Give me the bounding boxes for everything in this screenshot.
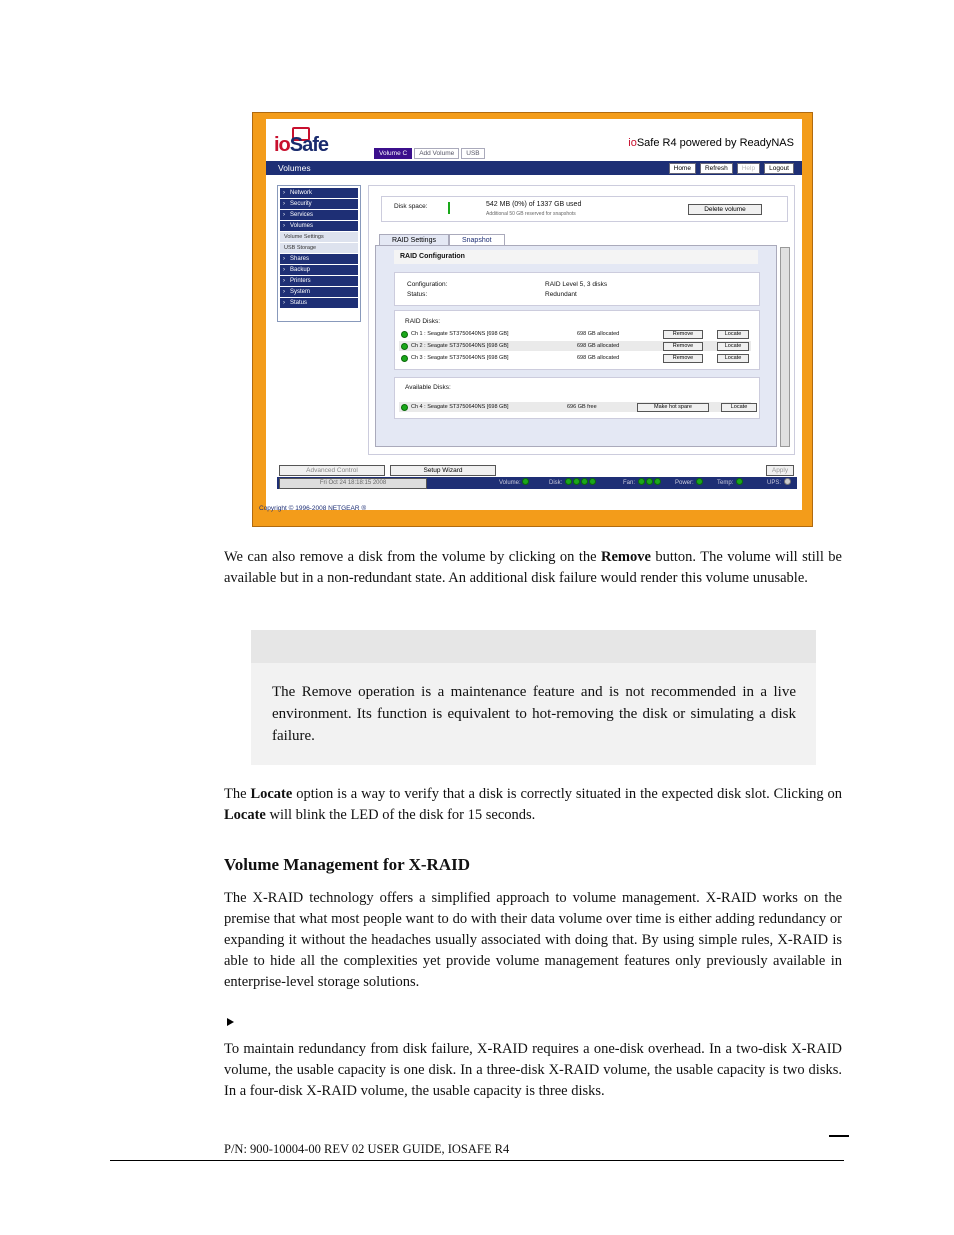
title-bar bbox=[266, 161, 802, 175]
sidebar-sub-volume-settings[interactable]: Volume Settings bbox=[280, 232, 358, 242]
brand-title bbox=[628, 137, 794, 149]
status-led-icon bbox=[565, 478, 572, 485]
raid-config-header bbox=[394, 250, 758, 264]
remove-button[interactable]: Remove bbox=[663, 330, 703, 339]
disk-led-icon bbox=[401, 355, 408, 362]
sidebar-item-security[interactable]: › Security bbox=[280, 199, 358, 209]
tab-volume-c[interactable]: Volume C bbox=[374, 148, 412, 159]
page-mark bbox=[829, 1135, 849, 1137]
disk-space-note: Additional 50 GB reserved for snapshots bbox=[486, 211, 576, 217]
iosafe-logo bbox=[274, 134, 328, 157]
raid-disks-label: RAID Disks: bbox=[405, 318, 441, 325]
top-tabs bbox=[374, 148, 485, 159]
main-panel bbox=[368, 185, 795, 455]
raid-disks-box bbox=[394, 310, 760, 370]
status-led-icon bbox=[736, 478, 743, 485]
p2-bold-locate: Locate bbox=[250, 786, 293, 802]
logout-button[interactable]: Logout bbox=[764, 163, 794, 174]
raid-config-box bbox=[394, 272, 760, 306]
raid-disk-row bbox=[399, 329, 751, 339]
readynas-screenshot bbox=[252, 112, 813, 527]
status-label: Status: bbox=[407, 291, 428, 298]
p1-bold-remove: Remove bbox=[601, 549, 651, 565]
delete-volume-button[interactable]: Delete volume bbox=[688, 204, 762, 215]
disk-alloc: 698 GB allocated bbox=[577, 355, 620, 361]
paragraph-xraid: The X-RAID technology offers a simplified approach to volume management. X-RAID works on the premise that what most people want to do with their data volume over time is either adding redundancy or expanding it without the headaches usually associated with doing that. By using simple rules, X-RAID is able to hide all the complexities yet provide volume management features only previously available in enterprise-level storage solutions. bbox=[224, 890, 842, 990]
apply-button[interactable]: Apply bbox=[766, 465, 794, 476]
locate-button[interactable]: Locate bbox=[717, 330, 749, 339]
sidebar-item-volumes[interactable]: › Volumes bbox=[280, 221, 358, 231]
locate-button[interactable]: Locate bbox=[721, 403, 757, 412]
tab-snapshot[interactable]: Snapshot bbox=[449, 234, 505, 246]
status-ups bbox=[767, 478, 791, 488]
sidebar-item-services[interactable]: › Services bbox=[280, 210, 358, 220]
raid-config-title: RAID Configuration bbox=[400, 253, 465, 260]
disk-name: Ch 1 : Seagate ST3750640NS [698 GB] bbox=[411, 331, 509, 337]
remove-button[interactable]: Remove bbox=[663, 342, 703, 351]
remove-button[interactable]: Remove bbox=[663, 354, 703, 363]
tab-raid-settings[interactable]: RAID Settings bbox=[379, 234, 449, 246]
logo-safe: Safe bbox=[289, 134, 329, 156]
sidebar-item-system[interactable]: › System bbox=[280, 287, 358, 297]
logo-io: io bbox=[274, 134, 290, 156]
disk-name: Ch 3 : Seagate ST3750640NS [698 GB] bbox=[411, 355, 509, 361]
note-header bbox=[251, 630, 816, 663]
top-buttons bbox=[669, 163, 794, 174]
sidebar-item-shares[interactable]: › Shares bbox=[280, 254, 358, 264]
status-led-icon bbox=[696, 478, 703, 485]
disk-alloc: 698 GB allocated bbox=[577, 343, 620, 349]
disk-space-value: 542 MB (0%) of 1337 GB used bbox=[486, 201, 582, 208]
status-led-icon bbox=[654, 478, 661, 485]
note-box bbox=[251, 630, 816, 765]
raid-disk-row bbox=[399, 341, 751, 351]
tab-usb[interactable]: USB bbox=[461, 148, 484, 159]
refresh-button[interactable]: Refresh bbox=[700, 163, 733, 174]
sidebar-item-status[interactable]: › Status bbox=[280, 298, 358, 308]
make-hot-spare-button[interactable]: Make hot spare bbox=[637, 403, 709, 412]
paragraph-redundancy: To maintain redundancy from disk failure, X-RAID requires a one-disk overhead. In a two-disk X-RAID volume, the usable capacity is one disk. In a three-disk X-RAID volume, the usable capacity is two disks. In a four-disk X-RAID volume, the usable capacity is three disks. bbox=[224, 1041, 842, 1099]
raid-tab-body bbox=[375, 245, 777, 447]
setup-wizard-button[interactable]: Setup Wizard bbox=[390, 465, 496, 476]
disk-space-box bbox=[381, 196, 788, 222]
sidebar-item-backup[interactable]: › Backup bbox=[280, 265, 358, 275]
section-heading: Volume Management for X-RAID bbox=[224, 855, 471, 874]
note-text: The Remove operation is a maintenance feature and is not recommended in a live environment. Its function is equivalent to hot-removing the disk or simulating a disk failure. bbox=[272, 684, 796, 744]
disk-name: Ch 4 : Seagate ST3750640NS [698 GB] bbox=[411, 404, 509, 410]
available-disk-row bbox=[399, 402, 751, 412]
footer-text: P/N: 900-10004-00 REV 02 USER GUIDE, IOSAFE R4 bbox=[224, 1142, 510, 1156]
p1-text-c: button. The volume will still be available but in a non-redundant state. An additional disk failure would render this volume unusable. bbox=[224, 549, 842, 586]
status-power bbox=[675, 478, 703, 488]
config-value: RAID Level 5, 3 disks bbox=[545, 281, 608, 288]
locate-button[interactable]: Locate bbox=[717, 342, 749, 351]
sidebar bbox=[277, 185, 361, 322]
status-disk bbox=[549, 478, 596, 488]
available-disks-box bbox=[394, 377, 760, 419]
home-button[interactable]: Home bbox=[669, 163, 696, 174]
readynas-window bbox=[266, 119, 802, 510]
help-button[interactable]: Help bbox=[737, 163, 760, 174]
status-temp-label: Temp: bbox=[717, 480, 734, 486]
sidebar-item-network[interactable]: › Network bbox=[280, 188, 358, 198]
bullet-triangle-icon bbox=[227, 1018, 234, 1026]
status-led-icon bbox=[646, 478, 653, 485]
paragraph-locate bbox=[224, 784, 842, 826]
disk-space-label: Disk space: bbox=[394, 203, 428, 210]
status-bar bbox=[277, 477, 797, 489]
disk-led-icon bbox=[401, 343, 408, 350]
disk-led-icon bbox=[401, 331, 408, 338]
config-label: Configuration: bbox=[407, 281, 448, 288]
disk-free: 696 GB free bbox=[567, 404, 597, 410]
p2-text-c: option is a way to verify that a disk is correctly situated in the expected disk slot. Clicking on bbox=[292, 786, 842, 802]
status-fan-label: Fan: bbox=[623, 480, 636, 486]
locate-button[interactable]: Locate bbox=[717, 354, 749, 363]
status-value: Redundant bbox=[545, 291, 577, 298]
status-temp bbox=[717, 478, 743, 488]
paragraph-remove bbox=[224, 547, 842, 589]
status-led-icon bbox=[589, 478, 596, 485]
disk-usage-bar bbox=[448, 202, 450, 214]
status-volume bbox=[499, 478, 529, 488]
disk-name: Ch 2 : Seagate ST3750640NS [698 GB] bbox=[411, 343, 509, 349]
brand-rest: Safe R4 powered by ReadyNAS bbox=[636, 137, 794, 149]
status-ups-label: UPS: bbox=[767, 480, 782, 486]
tab-add-volume[interactable]: Add Volume bbox=[414, 148, 459, 159]
footer-rule bbox=[110, 1160, 844, 1161]
status-led-icon bbox=[784, 478, 791, 485]
status-disk-label: Disk: bbox=[549, 480, 563, 486]
sidebar-sub-usb-storage[interactable]: USB Storage bbox=[280, 243, 358, 253]
disk-alloc: 698 GB allocated bbox=[577, 331, 620, 337]
brand-io: io bbox=[628, 137, 637, 149]
status-fan bbox=[623, 478, 661, 488]
raid-disk-row bbox=[399, 353, 751, 363]
datetime: Fri Oct 24 18:18:15 2008 bbox=[279, 478, 427, 489]
available-disks-label: Available Disks: bbox=[405, 384, 451, 391]
page-title: Volumes bbox=[278, 163, 311, 173]
copyright: Copyright © 1996-2008 NETGEAR ® bbox=[259, 505, 367, 512]
p1-text-a: We can also remove a disk from the volume by clicking on the bbox=[224, 549, 601, 565]
p2-text-e: will blink the LED of the disk for 15 seconds. bbox=[265, 807, 536, 823]
status-power-label: Power: bbox=[675, 480, 694, 486]
status-led-icon bbox=[581, 478, 588, 485]
status-led-icon bbox=[522, 478, 529, 485]
disk-led-icon bbox=[401, 404, 408, 411]
status-volume-label: Volume: bbox=[499, 480, 521, 486]
p2-text-a: The bbox=[224, 786, 251, 802]
sidebar-item-printers[interactable]: › Printers bbox=[280, 276, 358, 286]
advanced-control-button[interactable]: Advanced Control bbox=[279, 465, 385, 476]
status-led-icon bbox=[638, 478, 645, 485]
p2-bold-locate-2: Locate bbox=[224, 807, 266, 823]
status-led-icon bbox=[573, 478, 580, 485]
scrollbar[interactable] bbox=[780, 247, 790, 447]
